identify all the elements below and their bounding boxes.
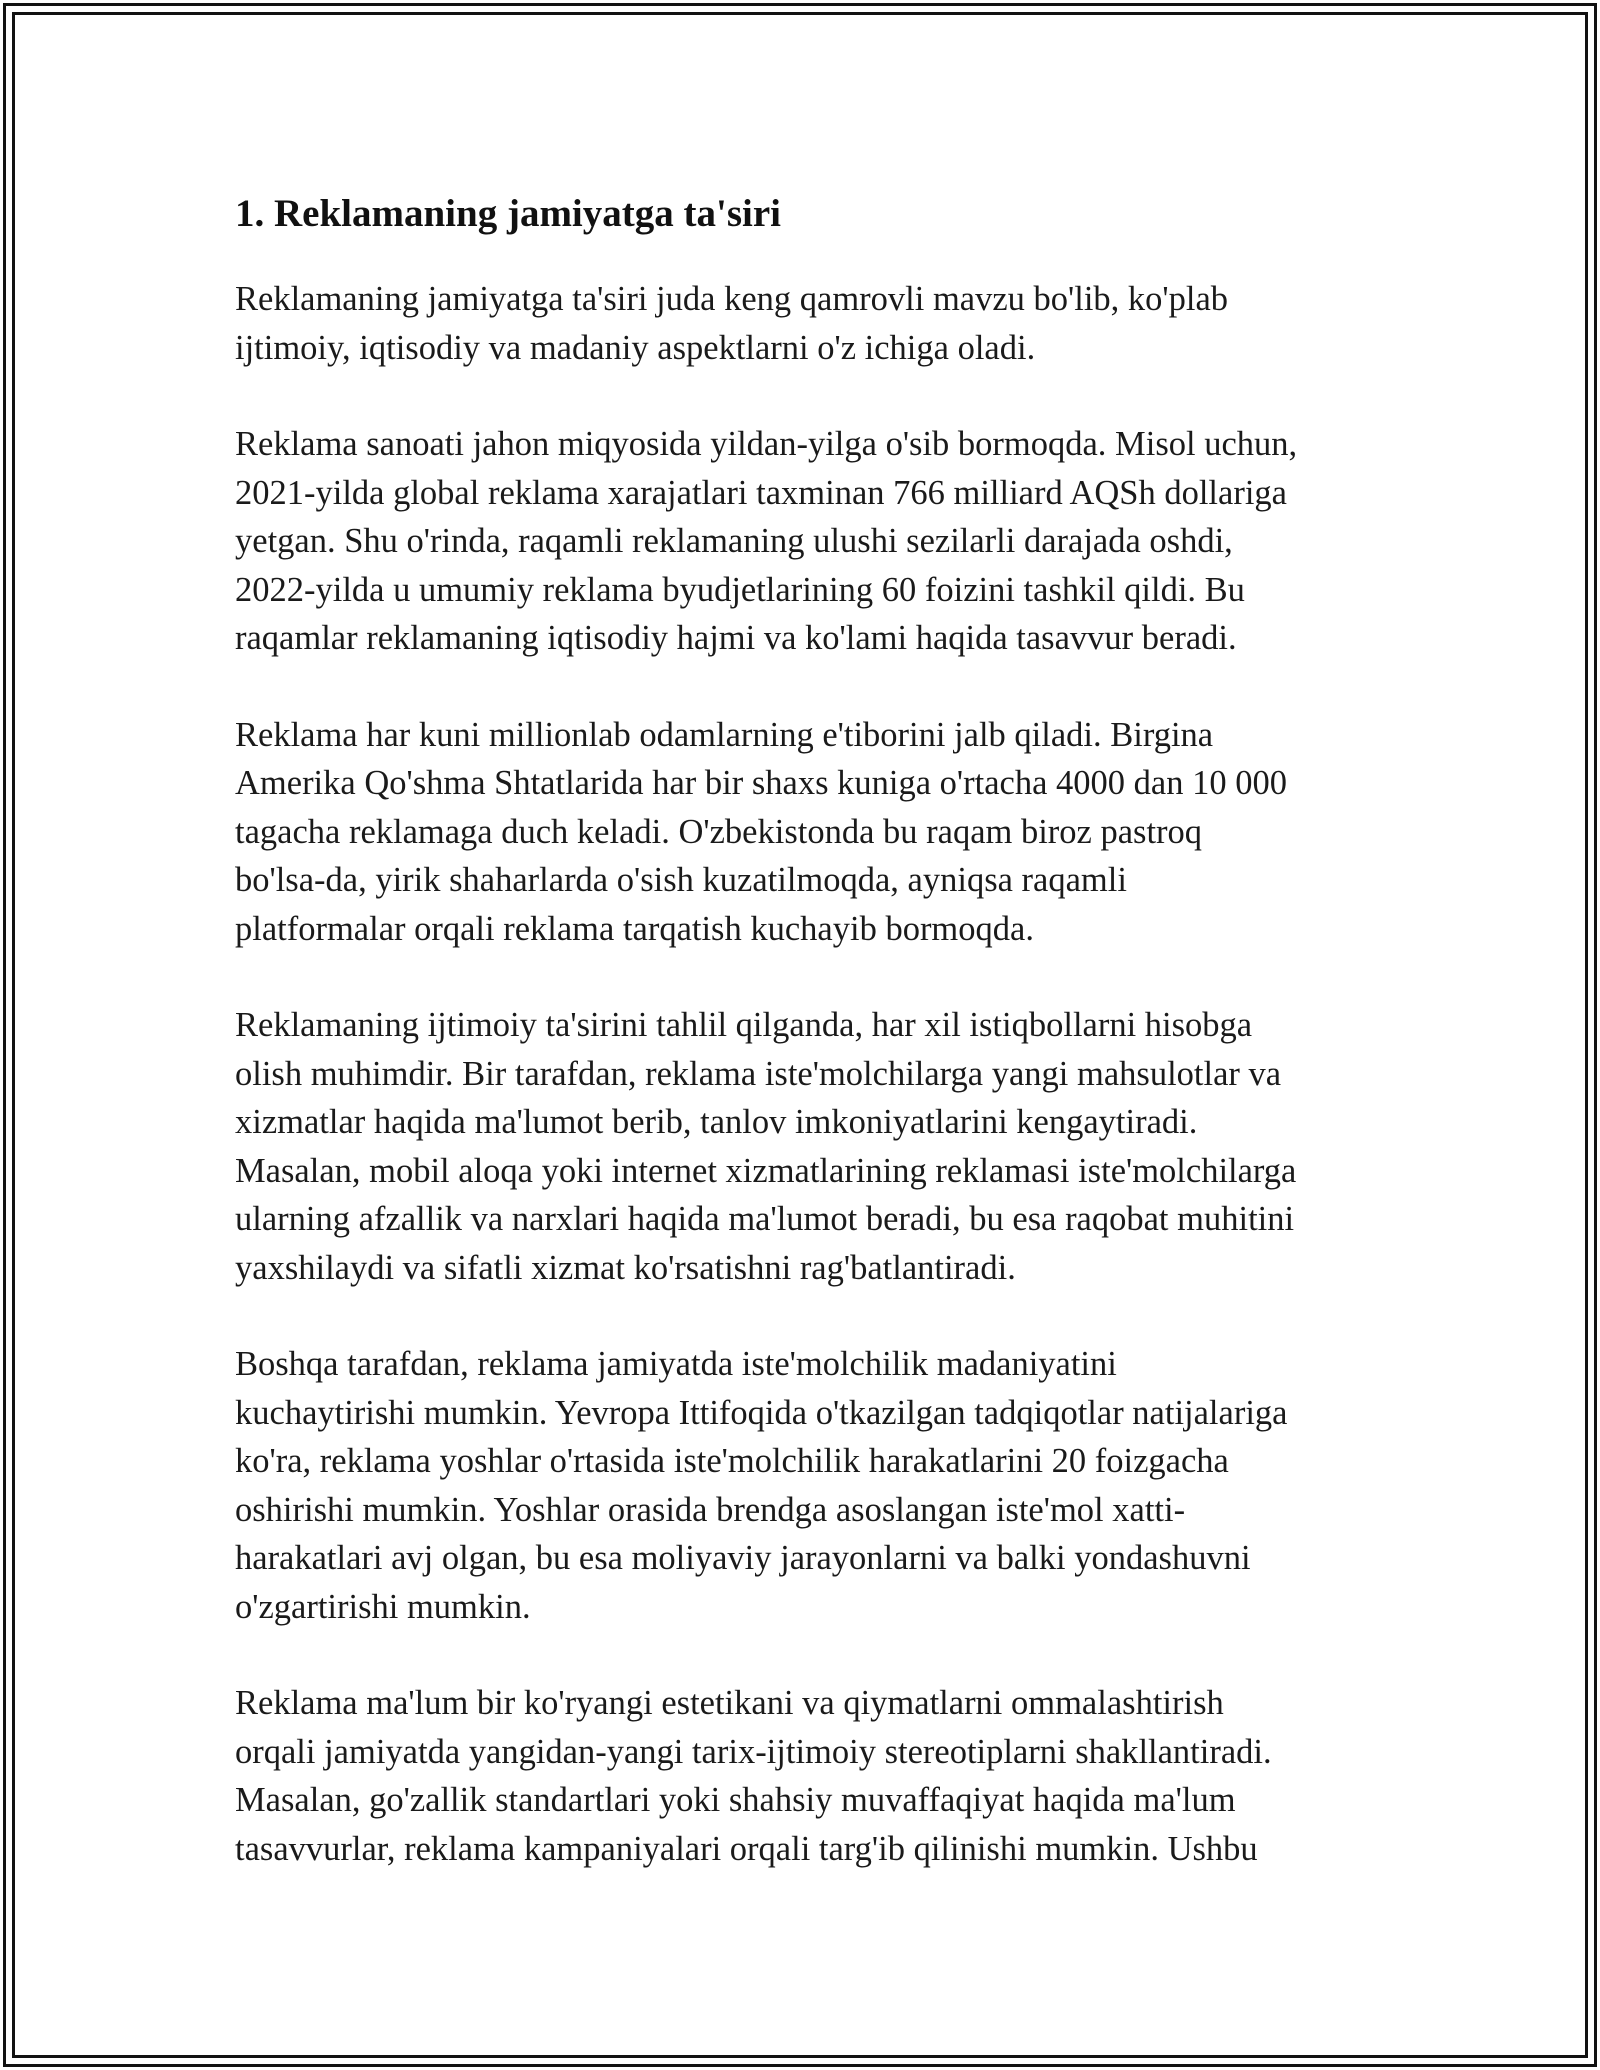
paragraph-social-impact: Reklamaning ijtimoiy ta'sirini tahlil qilganda, har xil istiqbollarni hisobga olish muhimdir. Bir tarafdan, reklama iste'molchilarga yangi mahsulotlar va xizmatlar haqida ma'lumot berib, tanlov imkoniyatlarini kengaytiradi. Masalan, mobil aloqa yoki internet xizmatlarining reklamasi iste'molchilarga ularning afzallik va narxlari haqida ma'lumot beradi, bu esa raqobat muhitini yaxshilaydi va sifatli xizmat ko'rsatishni rag'batlantiradi. <box>235 1006 1297 1287</box>
paragraph-consumerism: Boshqa tarafdan, reklama jamiyatda iste'molchilik madaniyatini kuchaytirishi mumkin. Yevropa Ittifoqida o'tkazilgan tadqiqotlar natijalariga ko'ra, reklama yoshlar o'rtasida iste'molchilik harakatlarini 20 foizgacha oshirishi mumkin. Yoshlar orasida brendga asoslangan iste'mol xatti- harakatlari avj olgan, bu esa moliyaviy jarayonlarni va balki yondashuvni o'zgartirishi mumkin. <box>235 1345 1288 1626</box>
paragraph-industry-growth: Reklama sanoati jahon miqyosida yildan-yilga o'sib bormoqda. Misol uchun, 2021-yilda global reklama xarajatlari taxminan 766 milliard AQSh dollariga yetgan. Shu o'rinda, raqamli reklamaning ulushi sezilarli darajada oshdi, 2022-yilda u umumiy reklama byudjetlarining 60 foizini tashkil qildi. Bu raqamlar reklamaning iqtisodiy hajmi va ko'lami haqida tasavvur beradi. <box>235 425 1298 657</box>
paragraph-daily-exposure: Reklama har kuni millionlab odamlarning e'tiborini jalb qiladi. Birgina Amerika Qo'shma Shtatlarida har bir shaxs kuniga o'rtacha 4000 dan 10 000 tagacha reklamaga duch keladi. O'zbekistonda bu raqam biroz pastroq bo'lsa-da, yirik shaharlarda o'sish kuzatilmoqda, ayniqsa raqamli platformalar orqali reklama tarqatish kuchayib bormoqda. <box>235 715 1287 948</box>
paragraph-intro: Reklamaning jamiyatga ta'siri juda keng qamrovli mavzu bo'lib, ko'plab ijtimoiy, iqtisodiy va madaniy aspektlarni o'z ichiga oladi. <box>235 280 1229 367</box>
paragraph-stereotypes: Reklama ma'lum bir ko'ryangi estetikani va qiymatlarni ommalashtirish orqali jamiyatda yangidan-yangi tarix-ijtimoiy stereotiplarni shakllantiradi. Masalan, go'zallik standartlari yoki shahsiy muvaffaqiyat haqida ma'lum tasavvurlar, reklama kampaniyalari orqali targ'ib qilinishi mumkin. Ushbu <box>235 1684 1272 1868</box>
section-heading: 1. Reklamaning jamiyatga ta'siri <box>235 192 781 235</box>
document-body <box>235 185 1375 1921</box>
